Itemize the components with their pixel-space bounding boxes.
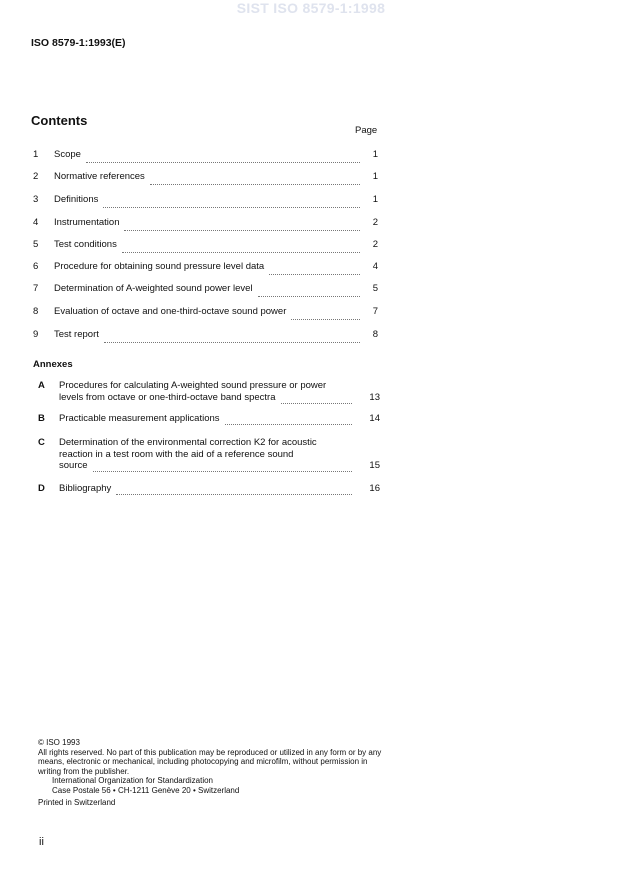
annex-letter: D [38, 483, 45, 494]
toc-number: 5 [33, 239, 39, 250]
annex-title-line: Bibliography [59, 483, 112, 494]
toc-leader [225, 416, 352, 425]
toc-page: 1 [372, 194, 378, 205]
annex-page: 16 [369, 483, 380, 494]
annex-page: 13 [369, 391, 380, 403]
toc-number: 8 [33, 306, 39, 317]
toc-page: 2 [372, 239, 378, 250]
toc-number: 2 [33, 171, 39, 182]
annex-title-line: Practicable measurement applications [59, 413, 220, 424]
annex-title-line: reaction in a test room with the aid of a reference sound [59, 448, 294, 460]
toc-title: Determination of A-weighted sound power level [54, 283, 253, 294]
document-code: ISO 8579-1:1993(E) [31, 37, 126, 49]
annex-page: 14 [369, 413, 380, 424]
toc-title: Normative references [54, 171, 145, 182]
annex-letter: B [38, 413, 45, 424]
toc-title: Test report [54, 329, 99, 340]
printed-in: Printed in Switzerland [38, 798, 116, 807]
toc-page: 2 [372, 217, 378, 228]
toc-title: Definitions [54, 194, 99, 205]
toc-entry[interactable] [33, 149, 378, 163]
contents-title: Contents [31, 113, 88, 128]
toc-number: 4 [33, 217, 39, 228]
toc-entry[interactable] [33, 217, 378, 231]
toc-entry[interactable] [33, 329, 378, 343]
organization-address: Case Postale 56 • CH-1211 Genève 20 • Switzerland [52, 785, 240, 795]
annex-letter: C [38, 437, 45, 448]
annexes-heading: Annexes [33, 359, 73, 370]
annex-title-line: source [59, 460, 88, 471]
copyright-line: © ISO 1993 [38, 738, 80, 747]
toc-leader [104, 334, 360, 343]
toc-number: 1 [33, 149, 39, 160]
toc-title: Evaluation of octave and one-third-octave sound power [54, 306, 287, 317]
page-column-label: Page [355, 125, 378, 136]
page-number: ii [39, 836, 44, 848]
toc-title: Scope [54, 149, 81, 160]
watermark: SIST ISO 8579-1:1998 [236, 0, 386, 16]
toc-leader [150, 176, 360, 185]
toc-entry[interactable] [33, 171, 378, 185]
toc-entry[interactable] [33, 194, 378, 208]
toc-leader [258, 288, 360, 297]
toc-number: 9 [33, 329, 39, 340]
annex-page: 15 [369, 460, 380, 471]
toc-page: 4 [372, 261, 378, 272]
toc-page: 1 [372, 171, 378, 182]
toc-leader [291, 311, 360, 320]
toc-entry[interactable] [33, 283, 378, 297]
annex-title-line: levels from octave or one-third-octave band spectra [59, 391, 276, 403]
toc-number: 6 [33, 261, 39, 272]
copyright-block [38, 738, 388, 808]
toc-leader [122, 244, 360, 253]
toc-page: 1 [372, 149, 378, 160]
toc-leader [281, 395, 353, 404]
toc-title: Procedure for obtaining sound pressure level data [54, 261, 265, 272]
toc-leader [269, 266, 360, 275]
toc-leader [86, 154, 360, 163]
toc-title: Test conditions [54, 239, 117, 250]
toc-leader [93, 463, 352, 472]
toc-page: 8 [372, 329, 378, 340]
rights-statement: All rights reserved. No part of this publication may be reproduced or utilized in any form or by any means, electronic or mechanical, including photocopying and microfilm, without permission in writing from the publisher. [38, 747, 382, 776]
toc-number: 3 [33, 194, 39, 205]
toc-leader [124, 222, 360, 231]
annex-title-line: Procedures for calculating A-weighted sound pressure or power [59, 380, 327, 391]
toc-leader [103, 199, 360, 208]
toc-page: 7 [372, 306, 378, 317]
toc-entry[interactable] [33, 306, 378, 320]
annex-letter: A [38, 380, 45, 391]
toc-page: 5 [372, 283, 378, 294]
annex-title-line: Determination of the environmental correction K2 for acoustic [59, 437, 317, 448]
toc-leader [116, 486, 352, 495]
toc-entry[interactable] [33, 261, 378, 275]
organization-name: International Organization for Standardization [52, 776, 213, 785]
toc-entry[interactable] [33, 239, 378, 253]
toc-number: 7 [33, 283, 39, 294]
toc-title: Instrumentation [54, 217, 120, 228]
